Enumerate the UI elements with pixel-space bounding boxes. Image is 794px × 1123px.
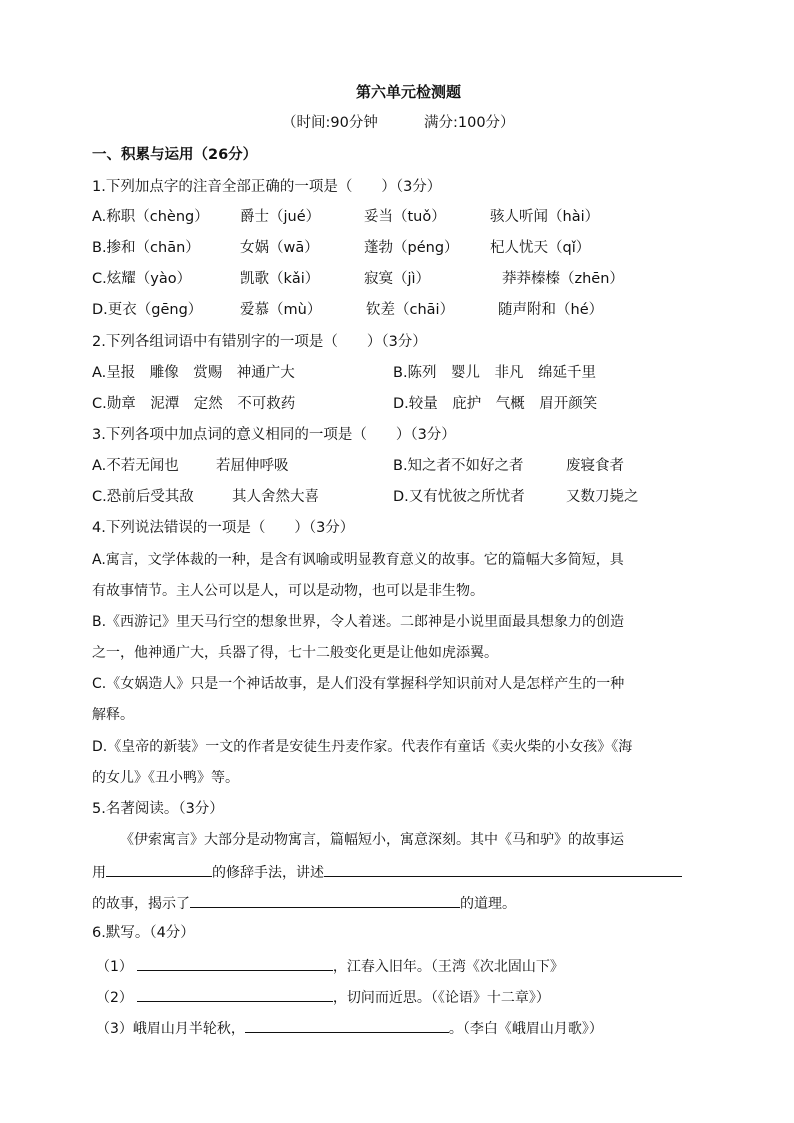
q2-option-a: A.呈报 雕像 赏赐 神通广大: [92, 365, 295, 381]
q4-option-c-line2: 解释。: [92, 707, 134, 723]
q6-item-1-number: （1）: [96, 959, 133, 975]
q4-option-a-line2: 有故事情节。主人公可以是人，可以是动物，也可以是非生物。: [92, 583, 484, 599]
q4-option-d-line1: D.《皇帝的新装》一文的作者是安徒生丹麦作家。代表作有童话《卖火柴的小女孩》《海: [92, 739, 633, 755]
q3-option-d-1: D.又有忧彼之所忧者: [393, 489, 525, 505]
question-2-stem: 2.下列各组词语中有错别字的一项是（ ）（3分）: [92, 334, 427, 350]
q4-option-b-line1: B.《西游记》里天马行空的想象世界，令人着迷。二郎神是小说里面最具想象力的创造: [92, 614, 625, 630]
q6-blank-1[interactable]: [137, 955, 333, 971]
q1-option-b-3: 蓬勃（péng）: [364, 240, 459, 256]
q1-option-a-2: 爵士（jué）: [240, 209, 321, 225]
q1-option-b-2: 女娲（wā）: [240, 240, 319, 256]
q6-blank-2[interactable]: [137, 986, 333, 1002]
q2-option-d: D.较量 庇护 气概 眉开颜笑: [393, 396, 598, 412]
q3-option-b-1: B.知之者不如好之者: [393, 458, 524, 474]
q1-option-c-4: 莽莽榛榛（zhēn）: [502, 271, 624, 287]
q3-option-c-2: 其人舍然大喜: [232, 489, 319, 505]
q1-option-b-1: B.掺和（chān）: [92, 240, 200, 256]
q6-blank-3[interactable]: [245, 1017, 449, 1033]
q1-option-c-2: 凯歌（kǎi）: [240, 271, 320, 287]
q5-text-b: 的修辞手法，讲述: [212, 865, 324, 881]
page-title: 第六单元检测题: [356, 83, 462, 101]
subtitle-score: 满分:100分）: [424, 115, 515, 131]
q4-option-a-line1: A.寓言，文学体裁的一种，是含有讽喻或明显教育意义的故事。它的篇幅大多简短，具: [92, 552, 624, 568]
q6-item-2-number: （2）: [96, 990, 133, 1006]
q5-text-c: 的故事，揭示了: [92, 896, 190, 912]
q4-option-b-line2: 之一，他神通广大，兵器了得，七十二般变化更是让他如虎添翼。: [92, 645, 498, 661]
q6-item-3-text-b: 。（李白《峨眉山月歌》）: [448, 1021, 603, 1037]
q1-option-a-1: A.称职（chèng）: [92, 209, 209, 225]
q1-option-d-4: 随声附和（hé）: [498, 302, 604, 318]
q5-passage-line2: [92, 861, 682, 883]
q3-option-a-1: A.不若无闻也: [92, 458, 179, 474]
q1-option-d-1: D.更衣（gēng）: [92, 302, 203, 318]
q6-item-1-text: ，江春入旧年。（王湾《次北固山下》: [332, 959, 564, 975]
q5-text-a: 用: [92, 865, 106, 881]
q5-blank-1[interactable]: [106, 861, 212, 877]
q6-line-3: [96, 1017, 603, 1039]
q3-option-b-2: 废寝食者: [566, 458, 624, 474]
q6-item-3-text-a: （3）峨眉山月半轮秋，: [96, 1021, 245, 1037]
q5-passage-line3: [92, 892, 516, 914]
q1-option-b-4: 杞人忧天（qǐ）: [490, 240, 591, 256]
q2-option-b: B.陈列 婴儿 非凡 绵延千里: [393, 365, 597, 381]
section-heading: 一、积累与运用（26分）: [92, 147, 258, 163]
q6-item-2-text: ，切问而近思。（《论语》十二章》）: [332, 990, 550, 1006]
question-1-stem: 1.下列加点字的注音全部正确的一项是（ ）（3分）: [92, 179, 442, 195]
q5-blank-2[interactable]: [324, 861, 682, 877]
q2-option-c: C.勋章 泥潭 定然 不可救药: [92, 396, 296, 412]
q3-option-c-1: C.恐前后受其敌: [92, 489, 194, 505]
q1-option-a-3: 妥当（tuǒ）: [364, 209, 446, 225]
q1-option-c-1: C.炫耀（yào）: [92, 271, 192, 287]
q1-option-d-3: 钦差（chāi）: [366, 302, 455, 318]
q6-line-1: [96, 955, 564, 977]
q1-option-a-4: 骇人听闻（hài）: [490, 209, 600, 225]
subtitle-time: （时间:90分钟: [282, 115, 378, 131]
q5-blank-3[interactable]: [190, 892, 460, 908]
q5-text-d: 的道理。: [460, 896, 516, 912]
q1-option-c-3: 寂寞（jì）: [364, 271, 431, 287]
q1-option-d-2: 爱慕（mù）: [240, 302, 322, 318]
q5-passage-line1: 《伊索寓言》大部分是动物寓言，篇幅短小，寓意深刻。其中《马和驴》的故事运: [120, 832, 624, 848]
q3-option-a-2: 若屈伸呼吸: [216, 458, 289, 474]
question-3-stem: 3.下列各项中加点词的意义相同的一项是（ ）（3分）: [92, 427, 456, 443]
q6-line-2: [96, 986, 550, 1008]
question-4-stem: 4.下列说法错误的一项是（ ）（3分）: [92, 520, 355, 536]
q4-option-d-line2: 的女儿》《丑小鸭》等。: [92, 770, 239, 786]
q4-option-c-line1: C.《女娲造人》只是一个神话故事，是人们没有掌握科学知识前对人是怎样产生的一种: [92, 676, 625, 692]
question-5-stem: 5.名著阅读。（3分）: [92, 801, 224, 817]
q3-option-d-2: 又数刀毙之: [566, 489, 639, 505]
question-6-stem: 6.默写。（4分）: [92, 925, 195, 941]
